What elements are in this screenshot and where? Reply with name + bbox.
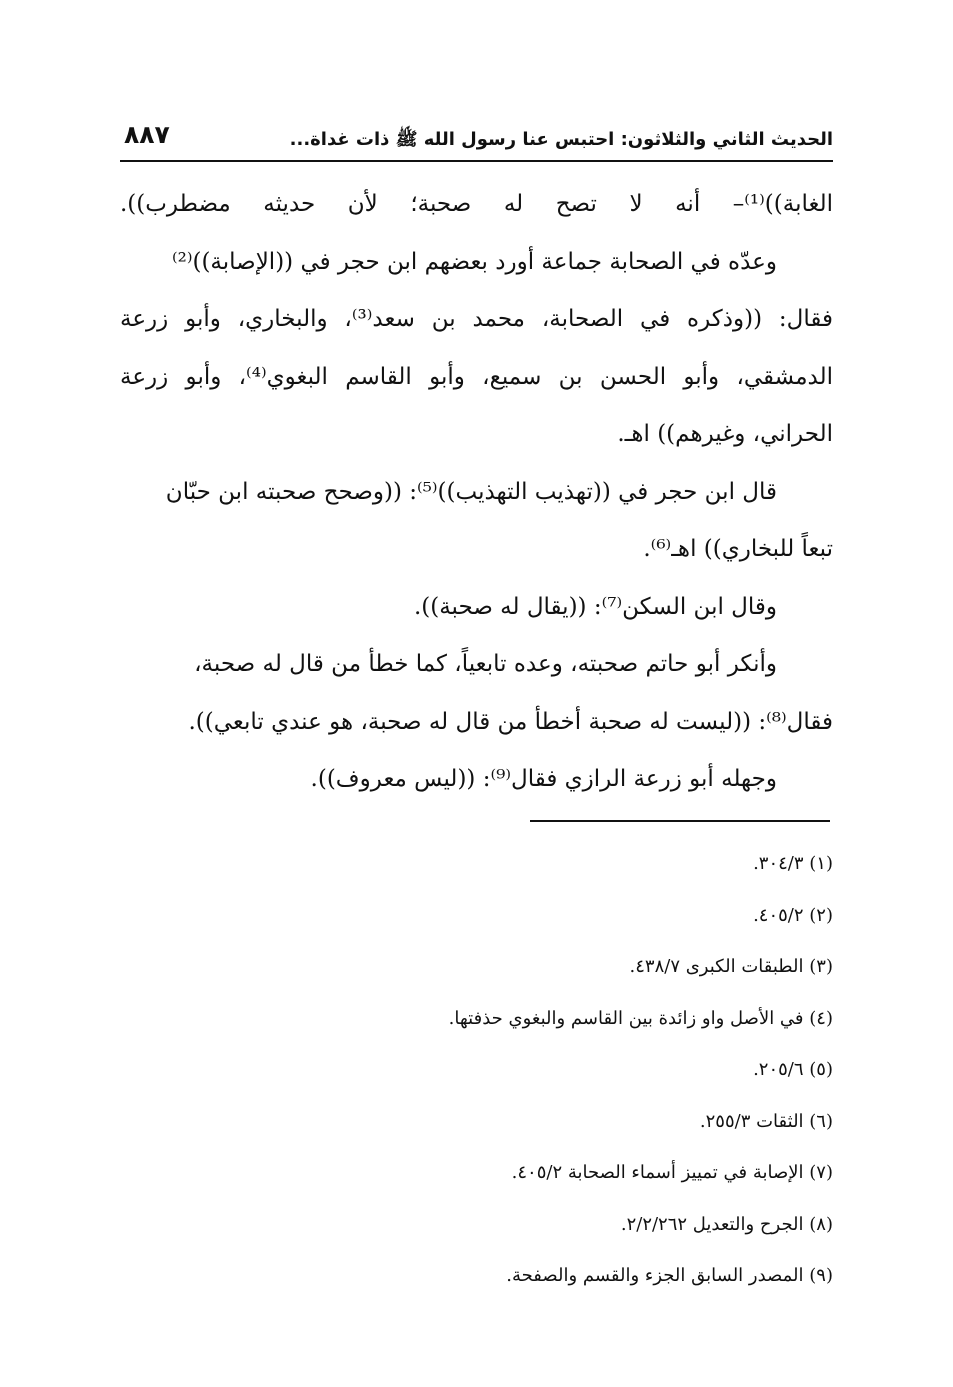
footnote: (٧) الإصابة في تمييز أسماء الصحابة ٤٠٥/٢. xyxy=(511,1162,833,1183)
footnote: (٦) الثقات ٢٥٥/٣. xyxy=(699,1110,833,1132)
text-line: وعدّه في الصحابة جماعة أورد بعضهم ابن حجر في ((الإصابة))⁽²⁾ xyxy=(171,248,777,275)
text-line: وجهله أبو زرعة الرازي فقال⁽⁹⁾: ((ليس معروف)). xyxy=(310,766,777,792)
text-line: فقال⁽⁸⁾: ((ليست له صحبة أخطأ من قال له صحبة، هو عندي تابعي)). xyxy=(188,708,833,735)
footnote: (٤) في الأصل واو زائدة بين القاسم والبغوي حذفتها. xyxy=(448,1007,833,1029)
footnotes xyxy=(120,838,833,1302)
page-header xyxy=(120,118,833,162)
text-line: وأنكر أبو حاتم صحبته، وعده تابعياً، كما خطأ من قال له صحبة، xyxy=(194,651,777,677)
text-line: فقال: ((وذكره في الصحابة، محمد بن سعد⁽³⁾، والبخاري، وأبو زرعة xyxy=(120,306,833,332)
running-title: الحديث الثاني والثلاثون: احتبس عنا رسول الله ﷺ ذات غداة... xyxy=(289,129,833,150)
footnote-separator xyxy=(530,820,830,822)
page-number: ٨٨٧ xyxy=(124,120,170,149)
text-line: قال ابن حجر في ((تهذيب التهذيب))⁽⁵⁾: ((وصحح صحبته ابن حبّان xyxy=(165,478,777,505)
footnote: (٢) ٤٠٥/٢. xyxy=(753,904,833,926)
text-line: الدمشقي، وأبو الحسن بن سميع، وأبو القاسم البغوي⁽⁴⁾، وأبو زرعة xyxy=(120,363,833,390)
text-line: تبعاً للبخاري)) اهـ⁽⁶⁾. xyxy=(643,536,833,562)
footnote: (٩) المصدر السابق الجزء والقسم والصفحة. xyxy=(506,1265,833,1286)
footnote: (٣) الطبقات الكبرى ٤٣٨/٧. xyxy=(629,956,833,977)
text-line: الحراني، وغيرهم)) اهـ. xyxy=(617,421,833,447)
footnote: (٨) الجرح والتعديل ٢/٢/٢٦٢. xyxy=(620,1213,833,1235)
footnote: (١) ٣٠٤/٣. xyxy=(753,853,833,874)
main-text xyxy=(120,176,833,809)
footnote: (٥) ٢٠٥/٦. xyxy=(753,1059,833,1080)
text-line: وقال ابن السكن⁽⁷⁾: ((يقال له صحبة)). xyxy=(413,593,777,620)
text-line: الغابة))⁽¹⁾– أنه لا تصح له صحبة؛ لأن حديثه مضطرب)). xyxy=(120,191,833,217)
